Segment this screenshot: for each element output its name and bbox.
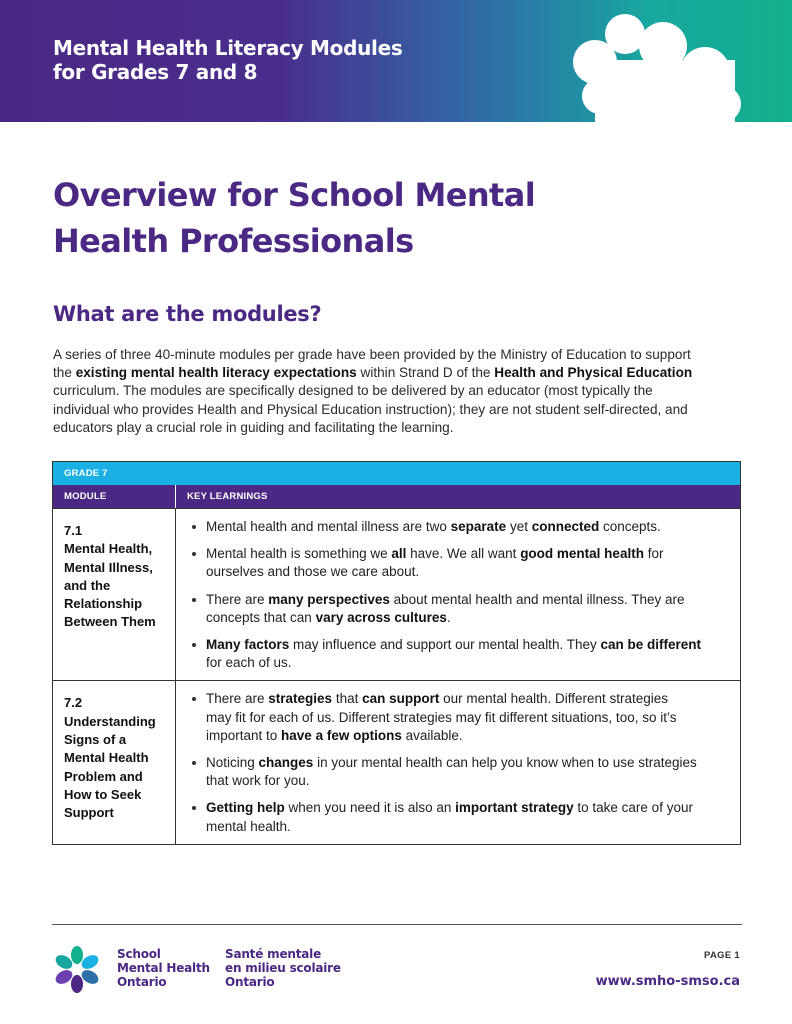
key-learnings-cell bbox=[176, 681, 740, 843]
module-cell bbox=[53, 509, 176, 680]
module-number: 7.2 bbox=[64, 695, 83, 711]
footer-divider bbox=[52, 924, 742, 925]
list-item: Mental health is something we all have. We all want good mental health for ourselves and those we care about. bbox=[190, 545, 732, 581]
module-number: 7.1 bbox=[64, 523, 83, 538]
banner-title-line1: Mental Health Literacy Modules bbox=[53, 36, 403, 60]
page-title-line1: Overview for School Mental bbox=[53, 176, 536, 214]
website-link[interactable]: www.smho-smso.ca bbox=[595, 974, 740, 989]
list-item: Noticing changes in your mental health can help you know when to use strategies that work for you. bbox=[190, 754, 732, 790]
list-item: Many factors may influence and support our mental health. They can be different for each of us. bbox=[190, 636, 732, 672]
module-title-line: Mental Health, bbox=[64, 541, 153, 557]
module-title-line: Mental Illness, bbox=[64, 559, 153, 575]
intro-paragraph bbox=[53, 346, 743, 437]
organization-name-english: School Mental Health Ontario bbox=[117, 947, 210, 989]
module-title-line: Mental Health bbox=[64, 750, 149, 766]
list-item: There are strategies that can support our mental health. Different strategies may fit for each of us. Different strategies may fit different situations, too, so it’s important to have a few options available. bbox=[190, 690, 732, 745]
page-title-line2: Health Professionals bbox=[53, 222, 414, 260]
grade-label: GRADE 7 bbox=[53, 462, 740, 485]
organization-name-french: Santé mentale en milieu scolaire Ontario bbox=[225, 947, 341, 989]
column-header-key-learnings: KEY LEARNINGS bbox=[187, 491, 268, 502]
module-title-line: Problem and bbox=[64, 768, 143, 784]
section-heading: What are the modules? bbox=[53, 302, 322, 326]
intro-line: the existing mental health literacy expectations within Strand D of the Health and Physical Education bbox=[53, 365, 693, 381]
modules-table bbox=[52, 461, 741, 845]
intro-line: A series of three 40-minute modules per grade have been provided by the Ministry of Education to support bbox=[53, 347, 691, 362]
page-title bbox=[53, 172, 535, 264]
module-title-line: and the bbox=[64, 577, 111, 593]
banner-title bbox=[53, 36, 402, 84]
module-title-line: Relationship bbox=[64, 596, 143, 612]
banner-title-line2: for Grades 7 and 8 bbox=[53, 60, 258, 84]
module-title-line: Between Them bbox=[64, 614, 156, 630]
module-title-line: Support bbox=[64, 805, 114, 821]
header-banner bbox=[0, 0, 792, 122]
column-header-module: MODULE bbox=[53, 485, 176, 508]
intro-line: educators play a crucial role in guiding and facilitating the learning. bbox=[53, 419, 454, 435]
table-header-row bbox=[53, 485, 740, 508]
list-item: Mental health and mental illness are two separate yet connected concepts. bbox=[190, 518, 732, 536]
module-title-line: Understanding bbox=[64, 713, 156, 729]
module-cell bbox=[53, 681, 176, 843]
module-title-line: How to Seek bbox=[64, 786, 142, 802]
intro-line: individual who provides Health and Physical Education instruction); they are not student self-directed, and bbox=[53, 401, 688, 417]
page-number: PAGE 1 bbox=[704, 950, 740, 961]
list-item: There are many perspectives about mental health and mental illness. They are concepts that can vary across cultures. bbox=[190, 591, 732, 627]
flower-shape-icon bbox=[555, 0, 765, 122]
table-row bbox=[53, 680, 740, 843]
key-learnings-cell bbox=[176, 509, 740, 680]
intro-line: curriculum. The modules are specifically designed to be delivered by an educator (most typically the bbox=[53, 383, 653, 399]
table-row bbox=[53, 508, 740, 680]
module-title-line: Signs of a bbox=[64, 732, 127, 748]
list-item: Getting help when you need it is also an important strategy to take care of your mental health. bbox=[190, 799, 732, 835]
smho-pinwheel-logo-icon bbox=[52, 944, 102, 994]
